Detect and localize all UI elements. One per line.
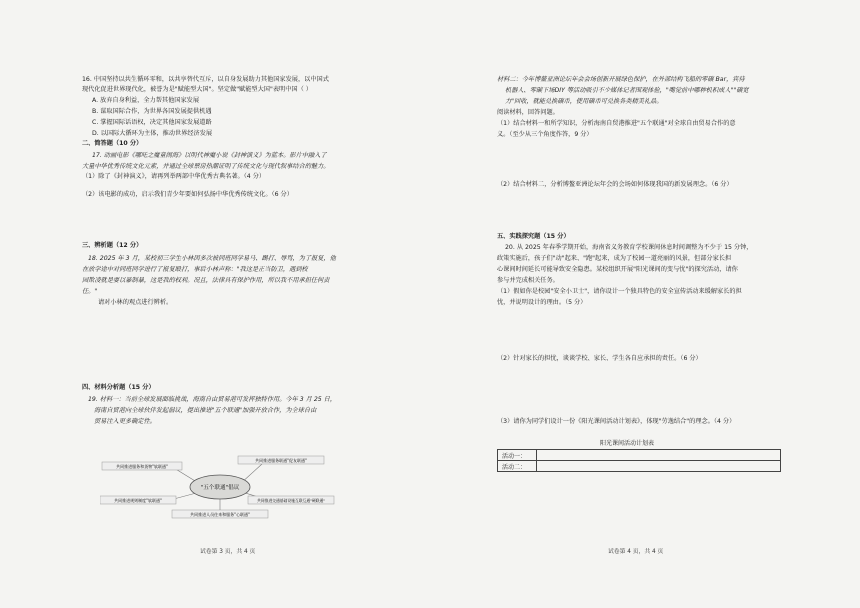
section-5-heading: 五、实践探究题（15 分） bbox=[497, 233, 570, 240]
plan-row2-label: 活动二： bbox=[498, 461, 537, 472]
plan-table-row bbox=[498, 461, 781, 472]
q17-sub2: （2）该电影的成功，启示我们青少年要如何弘扬中华优秀传统文化。（6 分） bbox=[82, 191, 293, 198]
plan-table-row bbox=[498, 450, 781, 461]
q20-line1: 20. 从 2025 年春季学期开始，海南省义务教育学校课间休息时间调整为不少于 15 分钟， bbox=[505, 244, 753, 251]
q20-line4: 参与并完成相关任务。 bbox=[497, 277, 559, 284]
q20-sub1-line1: （1）假如你是校园"安全小卫士"，请你设计一个独具特色的安全宣传活动来缓解家长的担 bbox=[497, 288, 742, 295]
plan-table bbox=[497, 449, 781, 472]
q20-sub2: （2）针对家长的担忧，谈谈学校、家长、学生各自应承担的责任。（6 分） bbox=[497, 355, 702, 362]
plan-row1-label: 活动一： bbox=[498, 450, 537, 461]
material2-line2: 机器人、零碳下场DIY 等活动吸引不少媒体记者围观体验，"嘴觉前中哪种机积成人""碳宽 bbox=[505, 87, 749, 94]
q20-line3: 心课间时间延长可能导致安全隐患。某校组织开展"阳光课间的变与忧"的探究活动，请你 bbox=[497, 266, 738, 273]
q16-option-c: C. 掌握国际话语权，决定其他国家发展道路 bbox=[92, 119, 212, 126]
material2-line3: 力"回收，就能兑换碳币，使用碳币可兑换各类精美礼品。 bbox=[505, 98, 663, 105]
five-connections-diagram bbox=[100, 454, 335, 522]
q16-line2: 现代化促进世界现代化，被誉为是"赋能型大国"。坚定做"赋能型大国"表明中国（ ） bbox=[82, 86, 312, 93]
diagram-node-4: 共同推进规则制度"软联通" bbox=[114, 498, 162, 503]
q19-line1: 19. 材料一：当前全球发展面临挑战，海南自由贸易港可发挥独特作用。今年 3 月 25 日， bbox=[88, 396, 337, 403]
diagram-center-label: "五个联通"倡议 bbox=[200, 485, 240, 491]
q18-line2: 在放学途中对同班同学进行了报复殴打，事后小林声称："我这是正当防卫，遇到校 bbox=[82, 266, 308, 273]
diagram-node-2: 共同推进服务联通"促友联通" bbox=[255, 458, 307, 463]
diagram-node-3: 共同推进交通基础设施互联互通"硬联通" bbox=[256, 498, 326, 503]
section-2-heading: 二、简答题（10 分） bbox=[82, 140, 143, 147]
material-ask: 阅读材料，回答问题。 bbox=[497, 109, 559, 116]
q19-line2: 海南自贸港向全球伙伴发起倡议，提出推进"五个联通"加强开放合作，为全球自由 bbox=[94, 407, 317, 414]
q16-line1: 16. 中国坚持以共生循环零和，以共享替代互斥，以自身发展助力其他国家发展，以中国式 bbox=[82, 76, 329, 83]
q20-sub1-line2: 忧，并说明设计的理由。（5 分） bbox=[497, 299, 587, 306]
q17-sub1: （1）除了《封神演义》，请再列举两部中华优秀古典名著。（4 分） bbox=[82, 173, 266, 180]
section-4-heading: 四、材料分析题（15 分） bbox=[82, 384, 155, 391]
material2-line1: 材料二：今年博鳌亚洲论坛年会会场创新开展绿色保护，在外部结构飞船的零碳 Bar，宾待 bbox=[497, 76, 745, 83]
diagram-node-5: 共同推进人员往来和服务"心联通" bbox=[190, 512, 250, 517]
plan-row1-answer[interactable] bbox=[537, 450, 781, 461]
q17-line1: 17. 动画电影《哪吒之魔童闹海》以明代神魔小说《封神演义》为蓝本。影片中融入了 bbox=[92, 152, 327, 159]
diagram-node-1: 共同推进服务和货物"软联通" bbox=[116, 464, 168, 469]
right-page-footer: 试卷第 4 页，共 4 页 bbox=[608, 549, 664, 555]
q17-line2: 大量中华优秀传统文化元素，并通过全球票房热潮证明了传统文化与现代叙事结合的魅力。 bbox=[82, 163, 330, 170]
q18-line4: 任。" bbox=[82, 288, 98, 295]
q16-option-b: B. 谋取国际合作，为世界各国发展提供机遇 bbox=[92, 108, 212, 115]
q18-ask: 请对小林的观点进行辨析。 bbox=[98, 299, 173, 306]
q19-sub2: （2）结合材料二，分析博鳌亚洲论坛年会的会场如何体现我国的新发展理念。（6 分） bbox=[497, 181, 733, 188]
section-3-heading: 三、辨析题（12 分） bbox=[82, 242, 143, 249]
q19-sub1-line2: 义。（至少从三个角度作答，9 分） bbox=[497, 131, 593, 138]
q19-line3: 贸易注入更多确定性。 bbox=[94, 418, 156, 425]
plan-table-title: 阳光课间活动计划表 bbox=[600, 440, 655, 447]
plan-row2-answer[interactable] bbox=[537, 461, 781, 472]
left-page-footer: 试卷第 3 页，共 4 页 bbox=[200, 549, 256, 555]
q19-sub1-line1: （1）结合材料一和所学知识，分析海南自贸港推进"五个联通"对全球自由贸易合作的意 bbox=[497, 120, 736, 127]
q20-line2: 政策实施后，孩子们"动"起来、"跑"起来，成为了校园一道亮丽的风景，但部分家长担 bbox=[497, 255, 732, 262]
q18-line1: 18. 2025 年 3 月，某校初三学生小林因多次被同班同学易马、踢打、辱骂，为了报复，他 bbox=[88, 255, 336, 262]
q16-option-d: D. 以国际大循环为主体，推动世界经济发展 bbox=[92, 130, 213, 137]
q16-option-a: A. 放弃自身利益，全力帮其他国家发展 bbox=[92, 97, 200, 104]
q20-sub3: （3）请你为同学们设计一份《阳光课间活动计划表》，体现"劳逸结合"的理念。（4 分） bbox=[497, 418, 736, 425]
q18-line3: 园欺凌就是要以暴制暴，这是我的权利。况且，法律具有保护作用，所以我不用承担任何责 bbox=[82, 277, 330, 284]
